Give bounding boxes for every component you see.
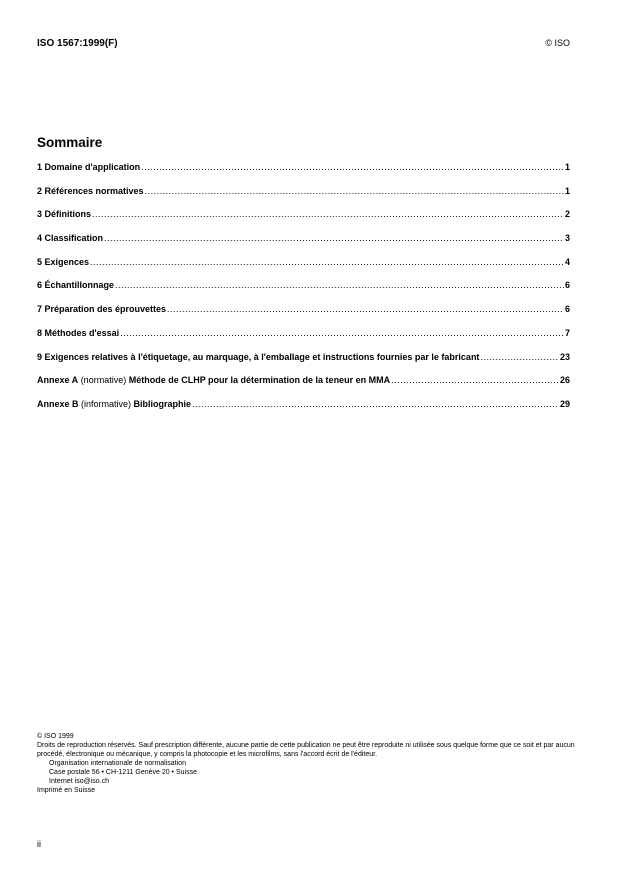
- footer-internet: Internet iso@iso.ch: [49, 778, 110, 785]
- copyright-footer: [37, 732, 577, 795]
- toc-leader-dots: [90, 255, 564, 269]
- toc-entry[interactable]: [37, 207, 570, 231]
- toc-entry[interactable]: [37, 278, 570, 302]
- annex-type: (informative): [78, 398, 134, 409]
- toc-entry-page: 23: [559, 351, 570, 362]
- toc-entry-label: 1 Domaine d'application: [37, 162, 141, 172]
- toc-entry-page: 6: [564, 280, 570, 291]
- toc-entry-page: 4: [564, 256, 570, 267]
- toc-entry[interactable]: [37, 302, 570, 326]
- toc-entry-label: 8 Méthodes d'essai: [37, 327, 120, 338]
- toc-entry-annex-a[interactable]: [37, 373, 570, 397]
- toc-leader-dots: [115, 278, 564, 292]
- toc-leader-dots: [192, 397, 559, 411]
- toc-entry-label: 2 Références normatives: [37, 185, 144, 196]
- toc-leader-dots: [167, 302, 564, 316]
- annex-id: Annexe A: [37, 375, 79, 386]
- page-number: ii: [37, 839, 41, 849]
- toc-entry-page: 1: [564, 162, 570, 172]
- toc-entry-page: 2: [564, 209, 570, 220]
- toc-entry-page: 6: [564, 304, 570, 315]
- document-id: ISO 1567:1999(F): [37, 38, 118, 49]
- page-header: [37, 38, 570, 49]
- toc-leader-dots: [480, 350, 559, 364]
- toc-leader-dots: [104, 231, 564, 245]
- toc-entry-label: 7 Préparation des éprouvettes: [37, 304, 167, 315]
- toc-entry-annex-b[interactable]: [37, 397, 570, 421]
- toc-entry[interactable]: [37, 184, 570, 208]
- toc-leader-dots: [120, 326, 564, 340]
- toc-entry-page: 1: [564, 185, 570, 196]
- footer-rights-text: Droits de reproduction réservés. Sauf prescription différente, aucune partie de cette publication ne peut être reproduite ni utilisée sous quelque forme que ce soit et par aucun procédé, électronique ou mécanique, y compris la photocopie et les microfilms, sans l'accord écrit de l'éditeur.: [37, 742, 575, 758]
- toc-leader-dots: [145, 184, 564, 198]
- toc-entry-page: 29: [559, 398, 570, 409]
- footer-org-name: Organisation internationale de normalisation: [49, 760, 186, 767]
- annex-title: Bibliographie: [133, 398, 192, 409]
- toc-entry[interactable]: [37, 160, 570, 184]
- toc-leader-dots: [141, 160, 564, 174]
- toc-entry-label: 3 Définitions: [37, 209, 92, 220]
- toc-entry-label: 6 Échantillonnage: [37, 280, 115, 291]
- toc-entry[interactable]: [37, 326, 570, 350]
- toc-entry-label: [37, 373, 390, 387]
- toc-entry-page: 26: [559, 375, 570, 386]
- annex-type: (normative): [78, 375, 129, 386]
- annex-id: Annexe B: [37, 398, 79, 409]
- footer-copyright-line: © ISO 1999: [37, 733, 74, 740]
- toc-entry[interactable]: [37, 350, 570, 374]
- footer-printed: Imprimé en Suisse: [37, 787, 95, 794]
- page-title: Sommaire: [37, 135, 103, 150]
- toc-entry-label: 4 Classification: [37, 233, 104, 244]
- toc-entry-page: 3: [564, 233, 570, 244]
- toc-leader-dots: [92, 207, 564, 221]
- toc-entry[interactable]: [37, 231, 570, 255]
- toc-leader-dots: [391, 373, 559, 387]
- toc-entry[interactable]: [37, 255, 570, 279]
- annex-title: Méthode de CLHP pour la détermination de la teneur en MMA: [128, 375, 391, 386]
- toc-entry-label: 9 Exigences relatives à l'étiquetage, au marquage, à l'emballage et instructions fournies par le fabricant: [37, 351, 480, 362]
- toc-entry-label: 5 Exigences: [37, 256, 90, 267]
- footer-address: Case postale 56 • CH-1211 Genève 20 • Suisse: [49, 769, 197, 776]
- table-of-contents: [37, 160, 570, 421]
- header-copyright: © ISO: [545, 38, 570, 48]
- toc-entry-label: [37, 397, 191, 411]
- toc-entry-page: 7: [564, 327, 570, 338]
